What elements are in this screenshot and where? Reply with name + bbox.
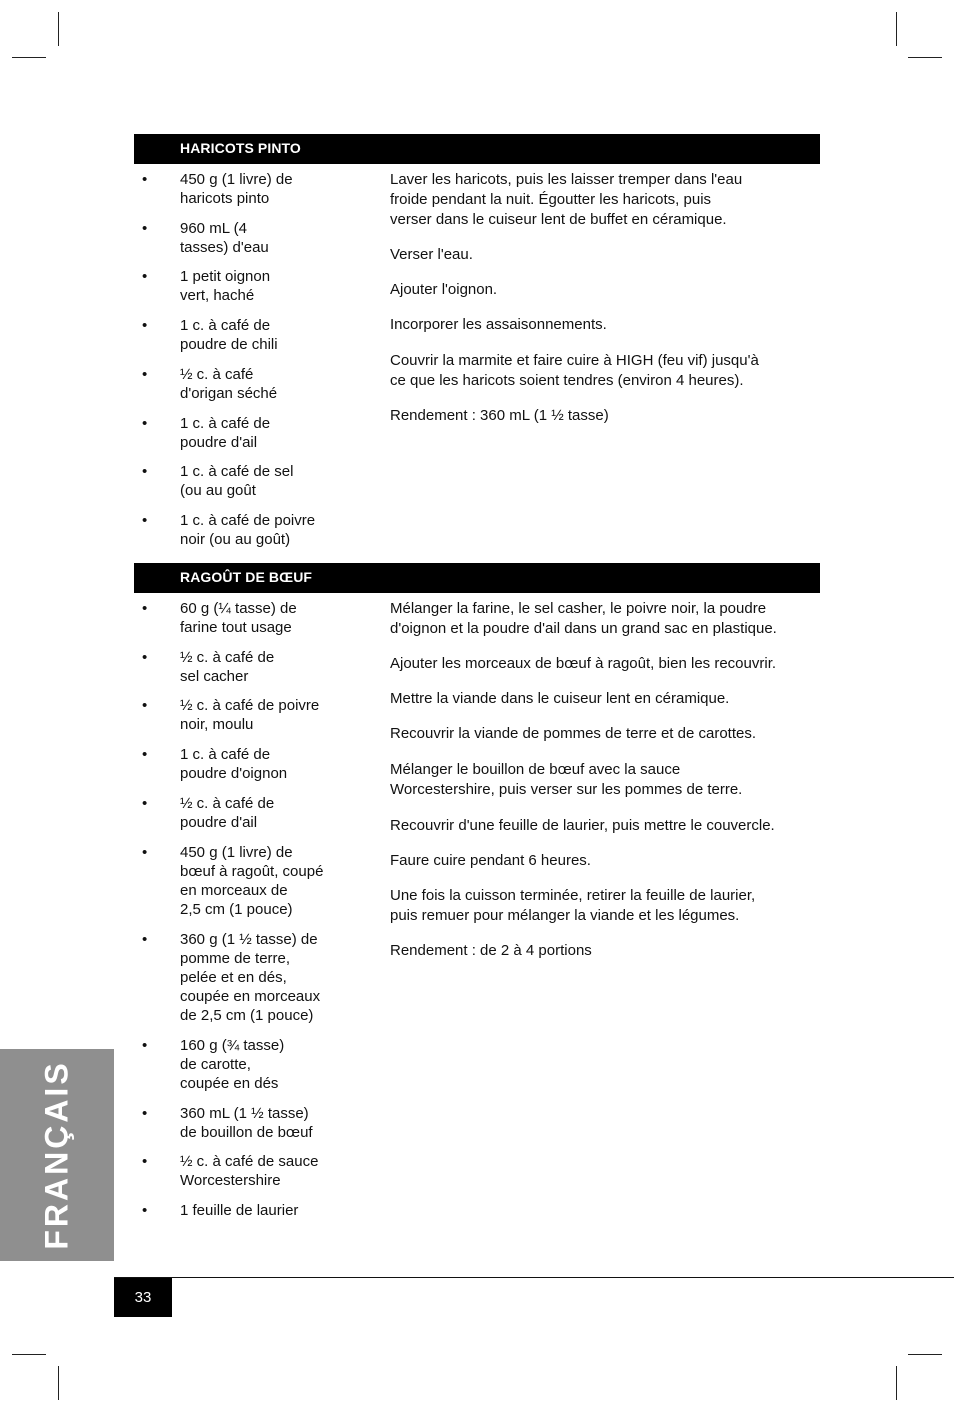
bullet: • <box>142 463 148 480</box>
bullet: • <box>142 220 148 237</box>
instruction-step: Faure cuire pendant 6 heures. <box>390 852 591 869</box>
crop-mark <box>896 12 897 46</box>
instruction-step: Mélanger la farine, le sel casher, le poivre noir, la poudre d'oignon et la poudre d'ail dans un grand sac en plastique. <box>390 600 777 637</box>
bullet: • <box>142 512 148 529</box>
instruction-step: Ajouter l'oignon. <box>390 281 498 298</box>
bullet: • <box>142 366 148 383</box>
instruction-step: Incorporer les assaisonnements. <box>390 316 607 333</box>
crop-mark <box>58 1366 59 1400</box>
bullet: • <box>142 649 148 666</box>
bullet: • <box>142 844 148 861</box>
instruction-step: Verser l'eau. <box>390 246 473 263</box>
bullet: • <box>142 931 148 948</box>
bullet: • <box>142 317 148 334</box>
instruction-step: Une fois la cuisson terminée, retirer la feuille de laurier, puis remuer pour mélanger la viande et les légumes. <box>390 887 756 924</box>
recipe-title: HARICOTS PINTO <box>180 140 301 156</box>
footer-rule <box>114 1277 954 1278</box>
bullet: • <box>142 1105 148 1122</box>
bullet: • <box>142 415 148 432</box>
bullet: • <box>142 1153 148 1170</box>
instruction-step: Laver les haricots, puis les laisser tremper dans l'eau froide pendant la nuit. Égoutter les haricots, puis verser dans le cuiseur lent de buffet en céramique. <box>390 171 743 228</box>
recipe-header-ragout <box>134 563 820 593</box>
bullet: • <box>142 268 148 285</box>
bullet: • <box>142 746 148 763</box>
instruction-step: Ajouter les morceaux de bœuf à ragoût, bien les recouvrir. <box>390 655 777 672</box>
bullet: • <box>142 1037 148 1054</box>
instruction-step: Recouvrir d'une feuille de laurier, puis mettre le couvercle. <box>390 817 775 834</box>
instruction-step: Recouvrir la viande de pommes de terre et de carottes. <box>390 725 757 742</box>
page-number: 33 <box>114 1278 172 1317</box>
bullet: • <box>142 697 148 714</box>
language-tab-label: FRANÇAIS <box>38 1060 75 1250</box>
bullet: • <box>142 1202 148 1219</box>
language-tab <box>0 1049 114 1261</box>
instruction-step: Couvrir la marmite et faire cuire à HIGH (feu vif) jusqu'à ce que les haricots soient tendres (environ 4 heures). <box>390 352 759 389</box>
crop-mark <box>12 57 46 58</box>
crop-mark <box>908 57 942 58</box>
bullet: • <box>142 600 148 617</box>
crop-mark <box>908 1354 942 1355</box>
recipe-title: RAGOÛT DE BŒUF <box>180 569 313 585</box>
instruction-step: Mettre la viande dans le cuiseur lent en céramique. <box>390 690 730 707</box>
bullet: • <box>142 795 148 812</box>
bullet: • <box>142 171 148 188</box>
crop-mark <box>12 1354 46 1355</box>
recipe-header-haricots <box>134 134 820 164</box>
crop-mark <box>58 12 59 46</box>
crop-mark <box>896 1366 897 1400</box>
instruction-step: Mélanger le bouillon de bœuf avec la sauce Worcestershire, puis verser sur les pommes de terre. <box>390 761 743 798</box>
instruction-step: Rendement : de 2 à 4 portions <box>390 942 592 959</box>
instruction-step: Rendement : 360 mL (1 ½ tasse) <box>390 407 609 424</box>
